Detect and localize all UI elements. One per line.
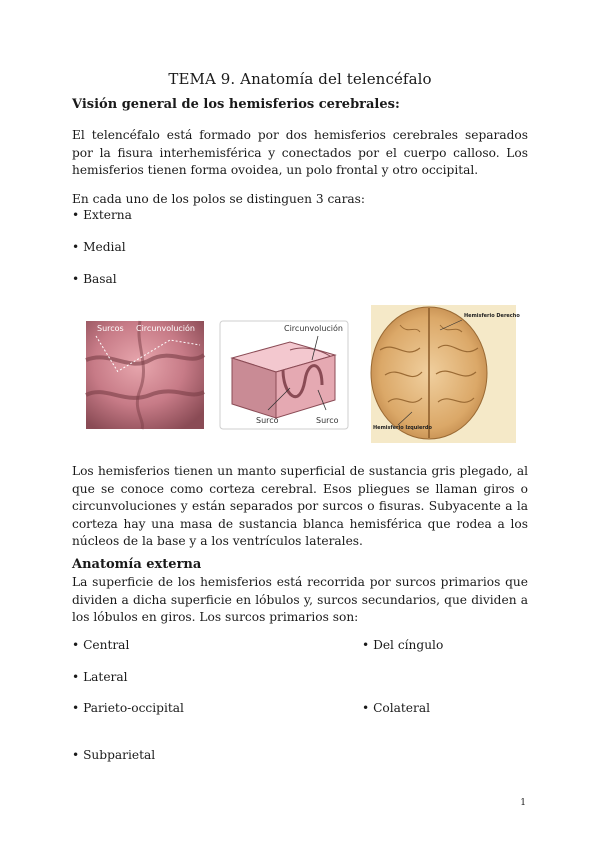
gyrus-sulcus-diagram <box>220 321 348 429</box>
brain-top-view-image <box>371 305 516 443</box>
list-item: • Externa <box>72 208 132 222</box>
label-circunvolucion-2: Circunvolución <box>284 324 343 333</box>
paragraph-surcos: La superficie de los hemisferios está recorrida por surcos primarios que dividen a dicha superficie en lóbulos y, surcos secundarios, que dividen a los lóbulos en giros. Los surcos primarios son: <box>72 575 528 624</box>
list-item: • Medial <box>72 240 126 254</box>
page-number: 1 <box>520 798 526 808</box>
list-item: • Lateral <box>72 670 128 684</box>
label-surco-left: Surco <box>256 416 279 425</box>
list-item: • Central <box>72 638 130 652</box>
section-heading-general: Visión general de los hemisferios cerebrales: <box>72 97 400 112</box>
page-title: TEMA 9. Anatomía del telencéfalo <box>168 70 432 88</box>
paragraph-corteza: Los hemisferios tienen un manto superficial de sustancia gris plegado, al que se conoce como corteza cerebral. Esos pliegues se llaman giros o circunvoluciones y están separados por surcos o fisuras. Subyacente a la corteza hay una masa de sustancia blanca hemisférica que rodea a los núcleos de la base y a los ventrículos laterales. <box>72 464 528 548</box>
label-circunvolucion: Circunvolución <box>136 324 195 333</box>
list-item: • Subparietal <box>72 748 156 762</box>
list-item: • Basal <box>72 272 117 286</box>
list-item: • Parieto-occipital <box>72 701 184 715</box>
label-hemisferio-derecho: Hemisferio Derecho <box>464 313 520 319</box>
label-surco-right: Surco <box>316 416 339 425</box>
list-item: • Del cíngulo <box>362 638 444 652</box>
paragraph-intro: El telencéfalo está formado por dos hemisferios cerebrales separados por la fisura interhemisférica y conectados por el cuerpo calloso. Los hemisferios tienen forma ovoidea, un polo frontal y otro occipital. <box>72 128 528 177</box>
list-item: • Colateral <box>362 701 430 715</box>
label-hemisferio-izquierdo: Hemisferio Izquierdo <box>373 425 432 431</box>
section-heading-externa: Anatomía externa <box>72 557 202 572</box>
label-surcos: Surcos <box>97 324 124 333</box>
brain-surface-photo <box>86 321 204 429</box>
caras-intro: En cada uno de los polos se distinguen 3 caras: <box>72 192 366 206</box>
